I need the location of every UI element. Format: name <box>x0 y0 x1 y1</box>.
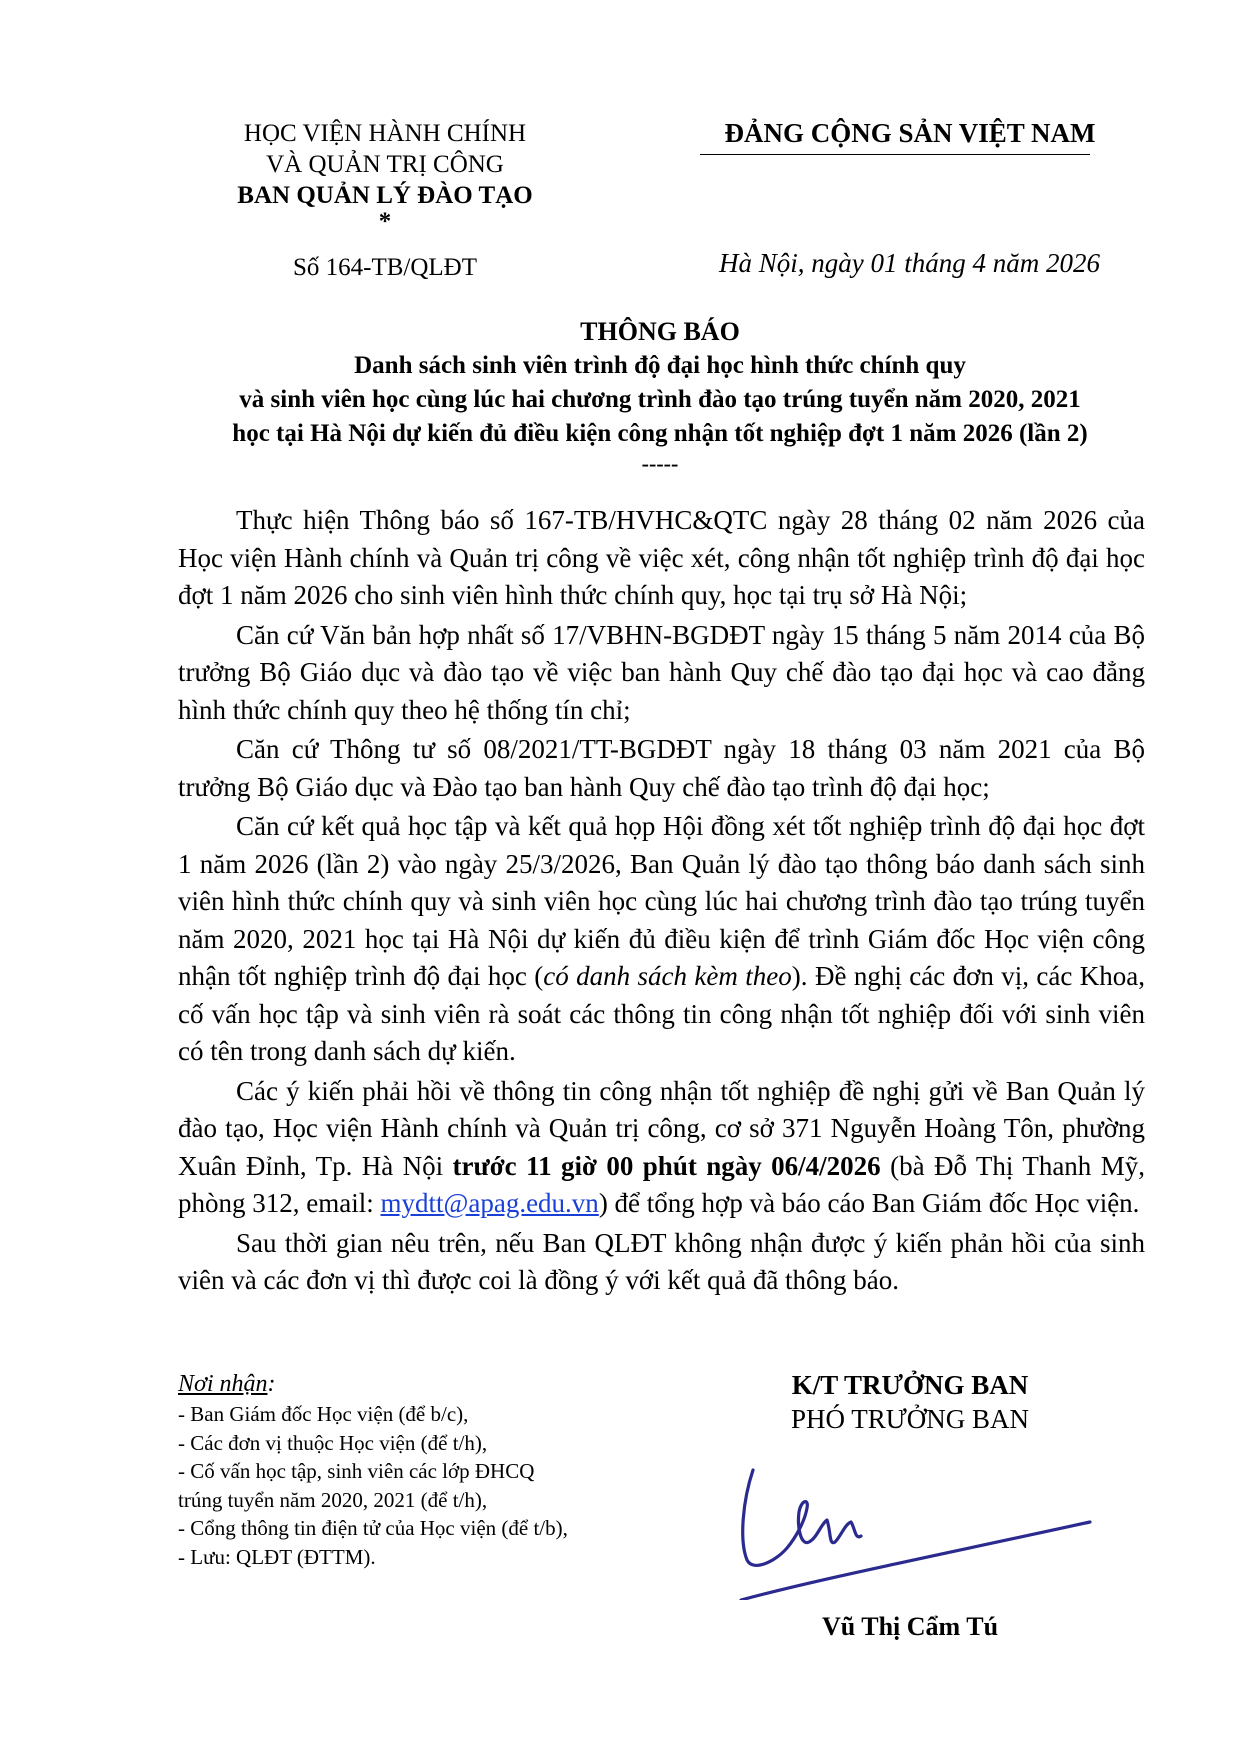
signer-name: Vũ Thị Cẩm Tú <box>821 1612 999 1641</box>
paragraph-feedback <box>178 1073 1145 1223</box>
email-link[interactable]: mydtt@apag.edu.vn <box>380 1188 599 1218</box>
recipient-item: - Lưu: QLĐT (ĐTTM). <box>178 1544 376 1569</box>
handwritten-signature <box>735 1450 1095 1600</box>
recipients-block <box>178 1368 698 1571</box>
party-name: ĐẢNG CỘNG SẢN VIỆT NAM <box>724 118 1096 148</box>
recipients-colon: : <box>267 1371 276 1397</box>
doc-number: Số 164-TB/QLĐT <box>292 254 478 281</box>
star-mark: * <box>378 208 392 235</box>
dept-name: BAN QUẢN LÝ ĐÀO TẠO <box>237 182 533 209</box>
recipient-item: trúng tuyển năm 2020, 2021 (để t/h), <box>178 1487 488 1512</box>
org-header <box>190 118 580 233</box>
org-name-line1: HỌC VIỆN HÀNH CHÍNH <box>243 120 527 147</box>
p5-text-b: (bà Đỗ Thị Thanh Mỹ, phòng 312, email: <box>178 1150 1145 1218</box>
notice-title-block <box>120 315 1200 477</box>
notice-subtitle-line1: Danh sách sinh viên trình độ đại học hình thức chính quy <box>354 352 966 379</box>
notice-subtitle-line3: học tại Hà Nội dự kiến đủ điều kiện công nhận tốt nghiệp đợt 1 năm 2026 (lần 2) <box>232 420 1088 447</box>
recipient-item: - Cố vấn học tập, sinh viên các lớp ĐHCQ <box>178 1459 535 1483</box>
notice-body <box>178 502 1145 1302</box>
org-name-line2: VÀ QUẢN TRỊ CÔNG <box>266 151 504 178</box>
recipient-item: - Ban Giám đốc Học viện (để b/c), <box>178 1402 469 1426</box>
recipient-item: - Các đơn vị thuộc Học viện (để t/h), <box>178 1430 488 1455</box>
paragraph-closing: Sau thời gian nêu trên, nếu Ban QLĐT không nhận được ý kiến phản hồi của sinh viên và các đơn vị thì được coi là đồng ý với kết quả đã thông báo. <box>178 1227 1145 1295</box>
recipients-title <box>178 1368 698 1400</box>
p4-italic: có danh sách kèm theo <box>543 961 792 991</box>
paragraph-basis-results <box>178 808 1145 1071</box>
p4-text-b: ). Đề nghị các đơn vị, các Khoa, cố vấn học tập và sinh viên rà soát các thông tin công nhận tốt nghiệp đối với sinh viên có tên trong danh sách dự kiến. <box>178 961 1146 1066</box>
p5-text-c: ) để tổng hợp và báo cáo Ban Giám đốc Học viện. <box>598 1188 1140 1218</box>
paragraph-implementation: Thực hiện Thông báo số 167-TB/HVHC&QTC ngày 28 tháng 02 năm 2026 của Học viện Hành chính và Quản trị công về việc xét, công nhận tốt nghiệp trình độ đại học đợt 1 năm 2026 cho sinh viên hình thức chính quy, học tại trụ sở Hà Nội; <box>178 505 1145 610</box>
paragraph-basis-1: Căn cứ Văn bản hợp nhất số 17/VBHN-BGDĐT ngày 15 tháng 5 năm 2014 của Bộ trưởng Bộ Giáo dục và đào tạo về việc ban hành Quy chế đào tạo đại học và cao đẳng hình thức chính quy theo hệ thống tín chỉ; <box>178 619 1145 725</box>
party-header <box>680 118 1140 149</box>
signer-title-2: PHÓ TRƯỞNG BAN <box>791 1404 1029 1434</box>
recipient-item: - Cổng thông tin điện tử của Học viện (để t/b), <box>178 1516 568 1540</box>
party-underline <box>700 154 1090 155</box>
notice-title: THÔNG BÁO <box>580 317 740 346</box>
notice-subtitle-line2: và sinh viên học cùng lúc hai chương trình đào tạo trúng tuyển năm 2020, 2021 <box>239 386 1081 413</box>
p5-text-a: Các ý kiến phải hồi về thông tin công nhận tốt nghiệp đề nghị gửi về Ban Quản lý đào tạo, Học viện Hành chính và Quản trị công, cơ sở 371 Nguyễn Hoàng Tôn, phường Xuân Đỉnh, Tp. Hà Nội <box>178 1075 1145 1181</box>
signer-title-1: K/T TRƯỞNG BAN <box>791 1370 1029 1400</box>
deadline: trước 11 giờ 00 phút ngày 06/4/2026 <box>452 1150 881 1181</box>
paragraph-basis-2: Căn cứ Thông tư số 08/2021/TT-BGDĐT ngày 18 tháng 03 năm 2021 của Bộ trưởng Bộ Giáo dục và Đào tạo ban hành Quy chế đào tạo trình độ đại học; <box>178 734 1145 802</box>
signature-block <box>745 1368 1075 1436</box>
issue-date: Hà Nội, ngày 01 tháng 4 năm 2026 <box>719 248 1100 278</box>
p4-text-a: Căn cứ kết quả học tập và kết quả họp Hội đồng xét tốt nghiệp trình độ đại học đợt 1 năm 2026 (lần 2) vào ngày 25/3/2026, Ban Quản lý đào tạo thông báo danh sách sinh viên hình thức chính quy và sinh viên học cùng lúc hai chương trình đào tạo trúng tuyển năm 2020, 2021 học tại Hà Nội dự kiến đủ điều kiện để trình Giám đốc Học viện công nhận tốt nghiệp trình độ đại học ( <box>178 811 1145 991</box>
title-separator: ----- <box>641 451 679 476</box>
recipients-title-text: Nơi nhận <box>178 1371 268 1397</box>
